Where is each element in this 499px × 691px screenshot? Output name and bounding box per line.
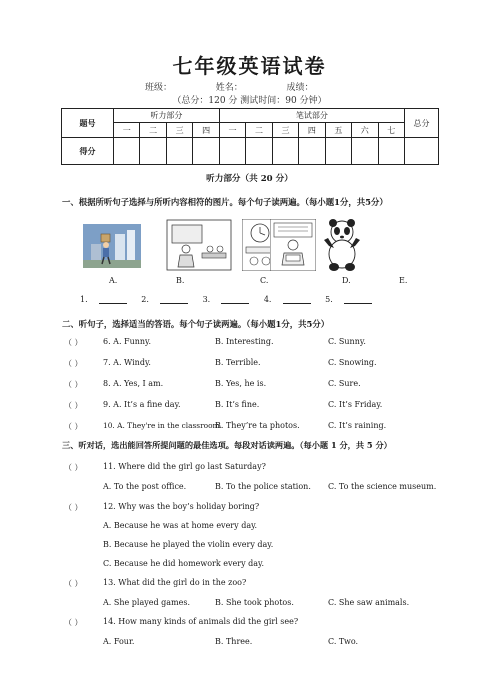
option-10c: C. It’s raining. (328, 421, 387, 430)
question-11: 11. Where did the girl go last Saturday? (103, 462, 266, 471)
total-score-cell[interactable] (405, 138, 439, 165)
option-13b: B. She took photos. (215, 598, 294, 607)
blank-number: 3. (202, 295, 211, 304)
question-12: 12. Why was the boy’s holiday boring? (103, 502, 260, 511)
written-part: 六 (352, 123, 378, 138)
score-cell[interactable] (193, 138, 219, 165)
question-13: 13. What did the girl do in the zoo? (103, 578, 247, 587)
answer-blank-4[interactable] (283, 295, 311, 304)
teacher-classroom-icon (166, 219, 232, 271)
option-14c: C. Two. (328, 637, 359, 646)
picture-label-a: A. (109, 276, 118, 285)
name-label: 姓名： (215, 83, 243, 93)
man-carrying-box-icon (83, 224, 141, 268)
exam-subtitle: （总分：120 分 测试时间：90 分钟） (172, 96, 327, 106)
picture-row (78, 216, 378, 274)
answer-blank-3[interactable] (221, 295, 249, 304)
written-part: 五 (325, 123, 351, 138)
score-cell[interactable] (299, 138, 325, 165)
written-header: 笔试部分 (219, 109, 404, 123)
score-label: 成绩： (286, 83, 314, 93)
blank-number: 4. (263, 295, 272, 304)
answer-paren[interactable]: （ ） (64, 618, 83, 627)
option-9a: 9. A. It’s a fine day. (103, 400, 181, 409)
option-8b: B. Yes, he is. (215, 379, 267, 388)
section1-heading: 一、根据所听句子选择与所听内容相符的图片。每个句子读两遍。（每小题1分，共5分） (62, 197, 388, 207)
class-label: 班级： (145, 83, 173, 93)
option-14b: B. Three. (215, 637, 253, 646)
answer-paren[interactable]: （ ） (64, 380, 83, 389)
answer-paren[interactable]: （ ） (64, 338, 83, 347)
option-8c: C. Sure. (328, 379, 361, 388)
score-cell[interactable] (166, 138, 192, 165)
score-cell[interactable] (352, 138, 378, 165)
picture-label-c: C. (260, 276, 269, 285)
written-part: 四 (299, 123, 325, 138)
total-header: 总分 (405, 109, 439, 138)
answer-paren[interactable]: （ ） (64, 463, 83, 472)
answer-paren[interactable]: （ ） (64, 579, 83, 588)
answer-paren[interactable]: （ ） (64, 503, 83, 512)
option-10b: B. They’re ta photos. (215, 421, 300, 430)
written-part: 三 (272, 123, 298, 138)
listening-part: 一 (114, 123, 140, 138)
score-cell[interactable] (378, 138, 404, 165)
option-7c: C. Snowing. (328, 358, 377, 367)
answer-blank-2[interactable] (160, 295, 188, 304)
option-7b: B. Terrible. (215, 358, 261, 367)
score-table (61, 108, 439, 165)
listening-part: 二 (140, 123, 166, 138)
answer-blank-5[interactable] (344, 295, 372, 304)
score-cell[interactable] (114, 138, 140, 165)
option-10a: 10. A. They're in the classroom. (103, 421, 222, 430)
option-12a: A. Because he was at home every day. (103, 521, 258, 530)
answer-paren[interactable]: （ ） (64, 359, 83, 368)
option-7a: 7. A. Windy. (103, 358, 151, 367)
question-14: 14. How many kinds of animals did the girl see? (103, 617, 299, 626)
written-part: 二 (246, 123, 272, 138)
written-part: 七 (378, 123, 404, 138)
listening-section-title: 听力部分（共 20 分） (206, 174, 293, 184)
listening-header: 听力部分 (114, 109, 220, 123)
answer-blanks (80, 295, 384, 304)
listening-part: 三 (166, 123, 192, 138)
answer-paren[interactable]: （ ） (64, 422, 83, 431)
student-info-line (145, 80, 314, 93)
option-6c: C. Sunny. (328, 337, 366, 346)
option-9b: B. It’s fine. (215, 400, 260, 409)
answer-paren[interactable]: （ ） (64, 401, 83, 410)
option-6b: B. Interesting. (215, 337, 274, 346)
question-number-header: 题号 (62, 109, 114, 138)
section2-heading: 二、听句子，选择适当的答语。每个句子读两遍。（每小题1分，共5分） (62, 319, 330, 329)
option-8a: 8. A. Yes, I am. (103, 379, 164, 388)
score-cell[interactable] (140, 138, 166, 165)
girl-reading-icon (270, 219, 316, 271)
written-part: 一 (219, 123, 245, 138)
answer-blank-1[interactable] (99, 295, 127, 304)
score-cell[interactable] (325, 138, 351, 165)
option-12c: C. Because he did homework every day. (103, 559, 265, 568)
panda-icon (322, 218, 362, 272)
option-11c: C. To the science museum. (328, 482, 437, 491)
score-cell[interactable] (219, 138, 245, 165)
picture-label-d: D. (342, 276, 351, 285)
option-14a: A. Four. (103, 637, 135, 646)
option-13a: A. She played games. (103, 598, 190, 607)
score-cell[interactable] (272, 138, 298, 165)
score-row-label: 得分 (62, 138, 114, 165)
score-cell[interactable] (246, 138, 272, 165)
option-6a: 6. A. Funny. (103, 337, 152, 346)
option-12b: B. Because he played the violin every day. (103, 540, 274, 549)
blank-number: 5. (325, 295, 333, 304)
section3-heading: 三、听对话，选出能回答所提问题的最佳选项。每段对话读两遍。（每小题 1 分，共 5 分） (62, 440, 392, 450)
option-11b: B. To the police station. (215, 482, 311, 491)
option-13c: C. She saw animals. (328, 598, 410, 607)
blank-number: 2. (141, 295, 149, 304)
picture-label-b: B. (176, 276, 185, 285)
option-11a: A. To the post office. (103, 482, 187, 491)
blank-number: 1. (80, 295, 88, 304)
option-9c: C. It’s Friday. (328, 400, 383, 409)
page-title: 七年级英语试卷 (172, 54, 327, 78)
listening-part: 四 (193, 123, 219, 138)
picture-label-e: E. (399, 276, 408, 285)
